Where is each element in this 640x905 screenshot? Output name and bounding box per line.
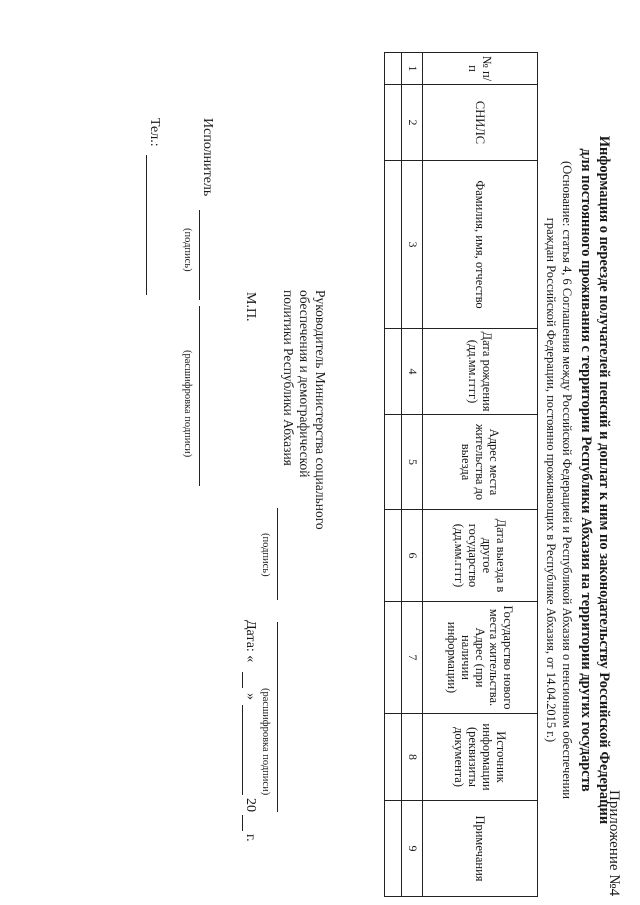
column-number: 6 [402,510,423,602]
executor-signature-line [199,210,200,300]
table-cell [385,714,402,801]
head-signature-caption: (подпись) [260,533,271,577]
head-decode-caption: (расшифровка подписи) [260,688,271,796]
table-cell [385,602,402,714]
table-cell [385,801,402,897]
head-title-line-3: политики Республики Абхазия [281,290,296,466]
column-number: 2 [402,85,423,161]
column-number-row [402,53,423,897]
stamp-label: М.П. [243,292,258,322]
header-cell: Дата рождения (дд.мм.гггг) [423,329,538,415]
date-suffix: г. [243,834,258,842]
appendix-label: Приложение №4 [606,790,622,897]
head-signature-line [277,508,278,600]
column-number: 1 [402,53,423,85]
header-cell: Фамилия, имя, отчество [423,161,538,329]
table-cell [385,510,402,602]
table-cell [385,53,402,85]
date-year-line [242,815,243,831]
table-row [385,53,402,897]
date-day-line [242,672,243,688]
date-year-prefix: 20 [243,798,258,812]
column-number: 5 [402,415,423,510]
column-number: 8 [402,714,423,801]
date-quote-close: » [243,693,258,700]
column-number: 9 [402,801,423,897]
table-cell [385,161,402,329]
header-cell: Источник информации (реквизиты документа) [423,714,538,801]
executor-decode-line [199,306,200,486]
header-cell: СНИЛС [423,85,538,161]
pensioners-table [384,52,538,897]
table-cell [385,85,402,161]
column-number: 3 [402,161,423,329]
date-label: Дата: « [243,620,258,663]
basis-line-2: граждан Российской Федерации, постоянно проживающих в Республике Абхазия, от 14.04.2015 г.) [544,217,558,743]
head-title-line-1: Руководитель Министерства социального [313,290,328,530]
executor-decode-caption: (расшифровка подписи) [182,350,193,458]
table-cell [385,415,402,510]
column-number: 4 [402,329,423,415]
header-cell: № п/п [423,53,538,85]
executor-signature-caption: (подпись) [182,228,193,272]
head-decode-line [277,622,278,812]
title-line-1: Информация о переезде получателей пенсий и доплат к ним по законодательству Российской Федерации [596,135,612,825]
table-cell [385,329,402,415]
date-month-line [242,705,243,795]
executor-label: Исполнитель [200,118,215,197]
basis-line-1: (Основание: статья 4, 6 Соглашения между Российской Федерацией и Республикой Абхазия о пенсионном обеспечении [560,161,574,799]
head-title-line-2: обеспечения и демографической [297,290,312,478]
table-header-row [423,53,538,897]
header-cell: Примечания [423,801,538,897]
header-cell: Адрес места жительства до выезда [423,415,538,510]
phone-line [146,155,147,295]
header-cell: Дата выезда в другое государство (дд.мм.гггг) [423,510,538,602]
title-line-2: для постоянного проживания с территории Республики Абхазия на территории других государств [578,148,594,792]
column-number: 7 [402,602,423,714]
header-cell: Государство нового места жительства. Адрес (при наличии информации) [423,602,538,714]
phone-label: Тел.: [147,118,162,147]
